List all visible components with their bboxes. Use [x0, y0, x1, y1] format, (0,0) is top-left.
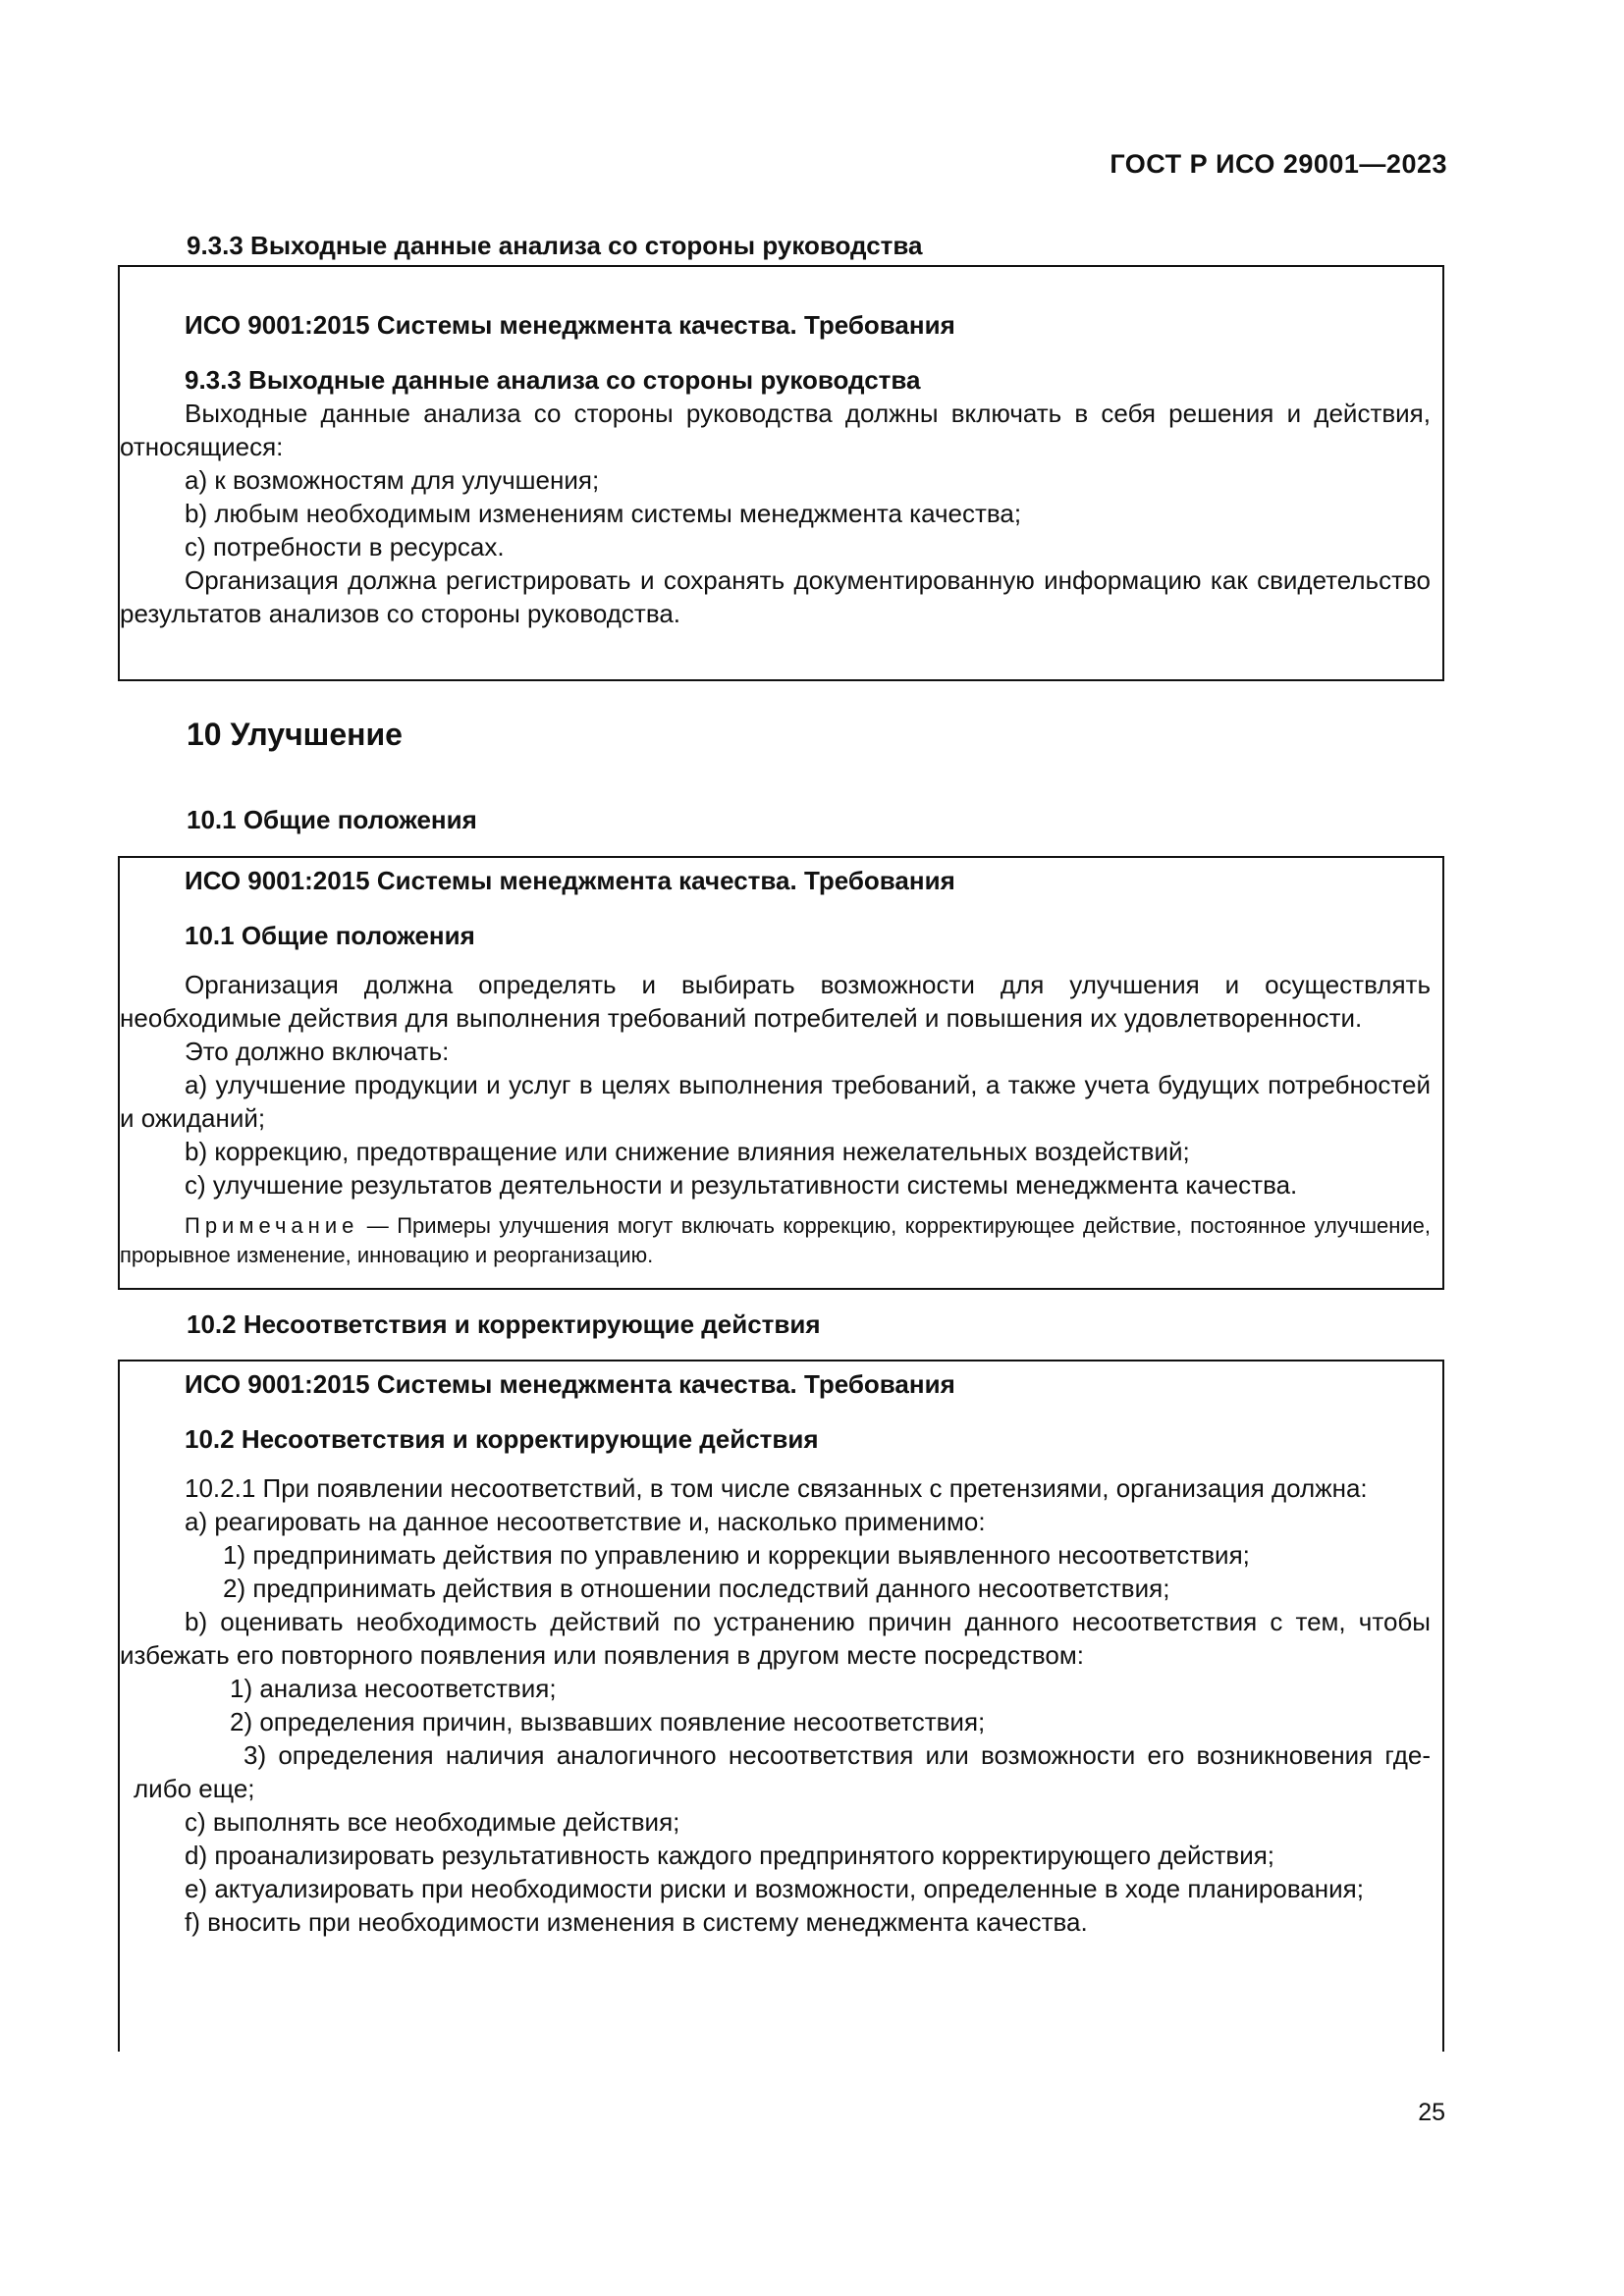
list-item: c) выполнять все необходимые действия;: [185, 1807, 680, 1837]
note-text: — Примеры улучшения могут включать коррекцию, корректирующее действие, постоянное улучшение, прорывное изменение, инновацию и реорганизацию.: [120, 1213, 1431, 1267]
sub-item: 2) определения причин, вызвавших появление несоответствия;: [230, 1707, 986, 1736]
section-heading-10-1: 10.1 Общие положения: [187, 805, 477, 834]
standard-designation: ГОСТ Р ИСО 29001—2023: [1110, 149, 1447, 179]
page-number: 25: [1418, 2099, 1445, 2126]
list-item: a) улучшение продукции и услуг в целях выполнения требований, а также учета будущих потребностей и ожиданий;: [120, 1070, 1431, 1133]
box-paragraph: Организация должна определять и выбирать возможности для улучшения и осуществлять необходимые действия для выполнения требований потребителей и повышения их удовлетворенности.: [120, 970, 1431, 1033]
note: [120, 1211, 1442, 1270]
chapter-heading-10: 10 Улучшение: [187, 717, 403, 752]
list-item: a) к возможностям для улучшения;: [185, 465, 600, 495]
list-item: f) вносить при необходимости изменения в систему менеджмента качества.: [185, 1907, 1088, 1937]
sub-item: 2) предпринимать действия в отношении последствий данного несоответствия;: [223, 1574, 1170, 1603]
iso-title: ИСО 9001:2015 Системы менеджмента качества. Требования: [185, 310, 955, 340]
box-subheading: 10.2 Несоответствия и корректирующие действия: [185, 1424, 819, 1454]
section-heading-9-3-3: 9.3.3 Выходные данные анализа со стороны руководства: [187, 231, 923, 260]
section-heading-10-2: 10.2 Несоответствия и корректирующие действия: [187, 1309, 821, 1339]
sub-item: 1) предпринимать действия по управлению и коррекции выявленного несоответствия;: [223, 1540, 1250, 1570]
iso-title: ИСО 9001:2015 Системы менеджмента качества. Требования: [185, 1369, 955, 1399]
box-lead: Это должно включать:: [185, 1037, 450, 1066]
list-item: d) проанализировать результативность каждого предпринятого корректирующего действия;: [185, 1841, 1275, 1870]
list-item: b) оценивать необходимость действий по устранению причин данного несоответствия с тем, чтобы избежать его повторного появления или появления в другом месте посредством:: [120, 1607, 1431, 1670]
clause-text: 10.2.1 При появлении несоответствий, в том числе связанных с претензиями, организация должна:: [185, 1473, 1368, 1503]
list-item: a) реагировать на данное несоответствие и, насколько применимо:: [185, 1507, 986, 1536]
box-paragraph: Выходные данные анализа со стороны руководства должны включать в себя решения и действия, относящиеся:: [120, 399, 1431, 461]
box-subheading: 10.1 Общие положения: [185, 921, 475, 950]
list-item: c) улучшение результатов деятельности и результативности системы менеджмента качества.: [185, 1170, 1298, 1200]
quote-box-9-3-3: [118, 265, 1444, 681]
sub-item: 1) анализа несоответствия;: [230, 1674, 557, 1703]
list-item: c) потребности в ресурсах.: [185, 532, 505, 561]
box-paragraph: Организация должна регистрировать и сохранять документированную информацию как свидетельство результатов анализов со стороны руководства.: [120, 565, 1431, 628]
list-item: e) актуализировать при необходимости риски и возможности, определенные в ходе планирования;: [185, 1874, 1364, 1903]
quote-box-10-2: [118, 1360, 1444, 2052]
sub-item: 3) определения наличия аналогичного несоответствия или возможности его возникновения где-либо еще;: [134, 1740, 1431, 1803]
list-item: b) коррекцию, предотвращение или снижение влияния нежелательных воздействий;: [185, 1137, 1190, 1166]
box-subheading: 9.3.3 Выходные данные анализа со стороны руководства: [185, 365, 921, 395]
list-item: b) любым необходимым изменениям системы менеджмента качества;: [185, 499, 1022, 528]
iso-title: ИСО 9001:2015 Системы менеджмента качества. Требования: [185, 866, 955, 895]
note-label: Примечание: [185, 1213, 359, 1238]
quote-box-10-1: [118, 856, 1444, 1290]
